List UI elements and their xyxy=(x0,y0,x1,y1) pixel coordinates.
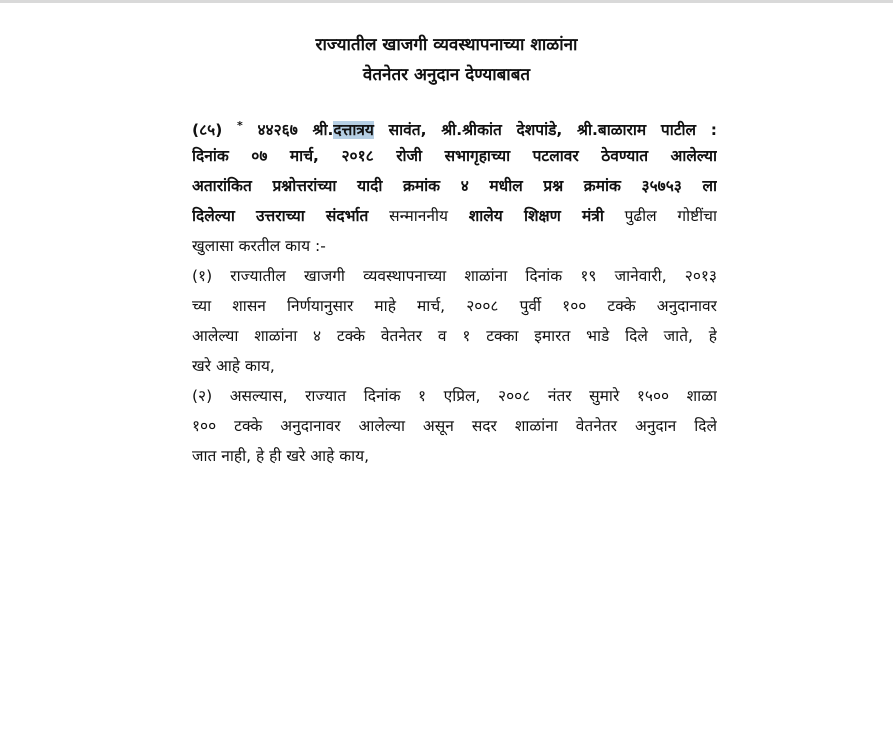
following-matters: पुढील गोष्टींचा xyxy=(603,207,717,225)
question-header-line xyxy=(192,111,717,141)
honorific: सन्माननीय xyxy=(368,207,469,225)
selected-text[interactable]: दत्तात्रय xyxy=(333,121,374,139)
member-prefix: श्री. xyxy=(312,121,334,139)
question-number: (८५) xyxy=(192,121,223,139)
part-1-line-3: आलेल्या शाळांना ४ टक्के वेतनेतर व १ टक्का इमारत भाडे दिले जाते, हे xyxy=(192,327,717,345)
minister-title: शालेय शिक्षण मंत्री xyxy=(468,207,604,225)
question-line-4 xyxy=(192,201,717,231)
part-1-line-2: च्या शासन निर्णयानुसार माहे मार्च, २००८ पुर्वी १०० टक्के अनुदानावर xyxy=(192,297,717,315)
document-title-line-1: राज्यातील खाजगी व्यवस्थापनाच्या शाळांना xyxy=(315,35,578,55)
document-title-line-2: वेतनेतर अनुदान देण्याबाबत xyxy=(362,65,531,85)
starred-mark: * xyxy=(237,119,243,132)
part-2-line-2: १०० टक्के अनुदानावर आलेल्या असून सदर शाळांना वेतनेतर अनुदान दिले xyxy=(192,417,717,435)
question-line-2: दिनांक ०७ मार्च, २०१८ रोजी सभागृहाच्या पटलावर ठेवण्यात आलेल्या xyxy=(192,147,717,165)
question-id: ४४२६७ xyxy=(257,121,298,139)
part-2-line-3: जात नाही, हे ही खरे आहे काय, xyxy=(192,447,370,465)
reference-phrase: दिलेल्या उत्तराच्या संदर्भात xyxy=(192,207,369,225)
document-page xyxy=(0,3,893,751)
part-2-line-1: (२) असल्यास, राज्यात दिनांक १ एप्रिल, २००८ नंतर सुमारे १५०० शाळा xyxy=(192,387,717,405)
question-line-3: अतारांकित प्रश्नोत्तरांच्या यादी क्रमांक ४ मधील प्रश्न क्रमांक ३५७५३ ला xyxy=(192,177,717,195)
question-body xyxy=(192,111,717,471)
part-1-line-1: (१) राज्यातील खाजगी व्यवस्थापनाच्या शाळांना दिनांक १९ जानेवारी, २०१३ xyxy=(192,267,717,285)
part-1-line-4: खरे आहे काय, xyxy=(192,357,275,375)
question-line-5: खुलासा करतील काय :- xyxy=(192,237,326,255)
member-names: सावंत, श्री.श्रीकांत देशपांडे, श्री.बाळाराम पाटील : xyxy=(373,121,717,139)
